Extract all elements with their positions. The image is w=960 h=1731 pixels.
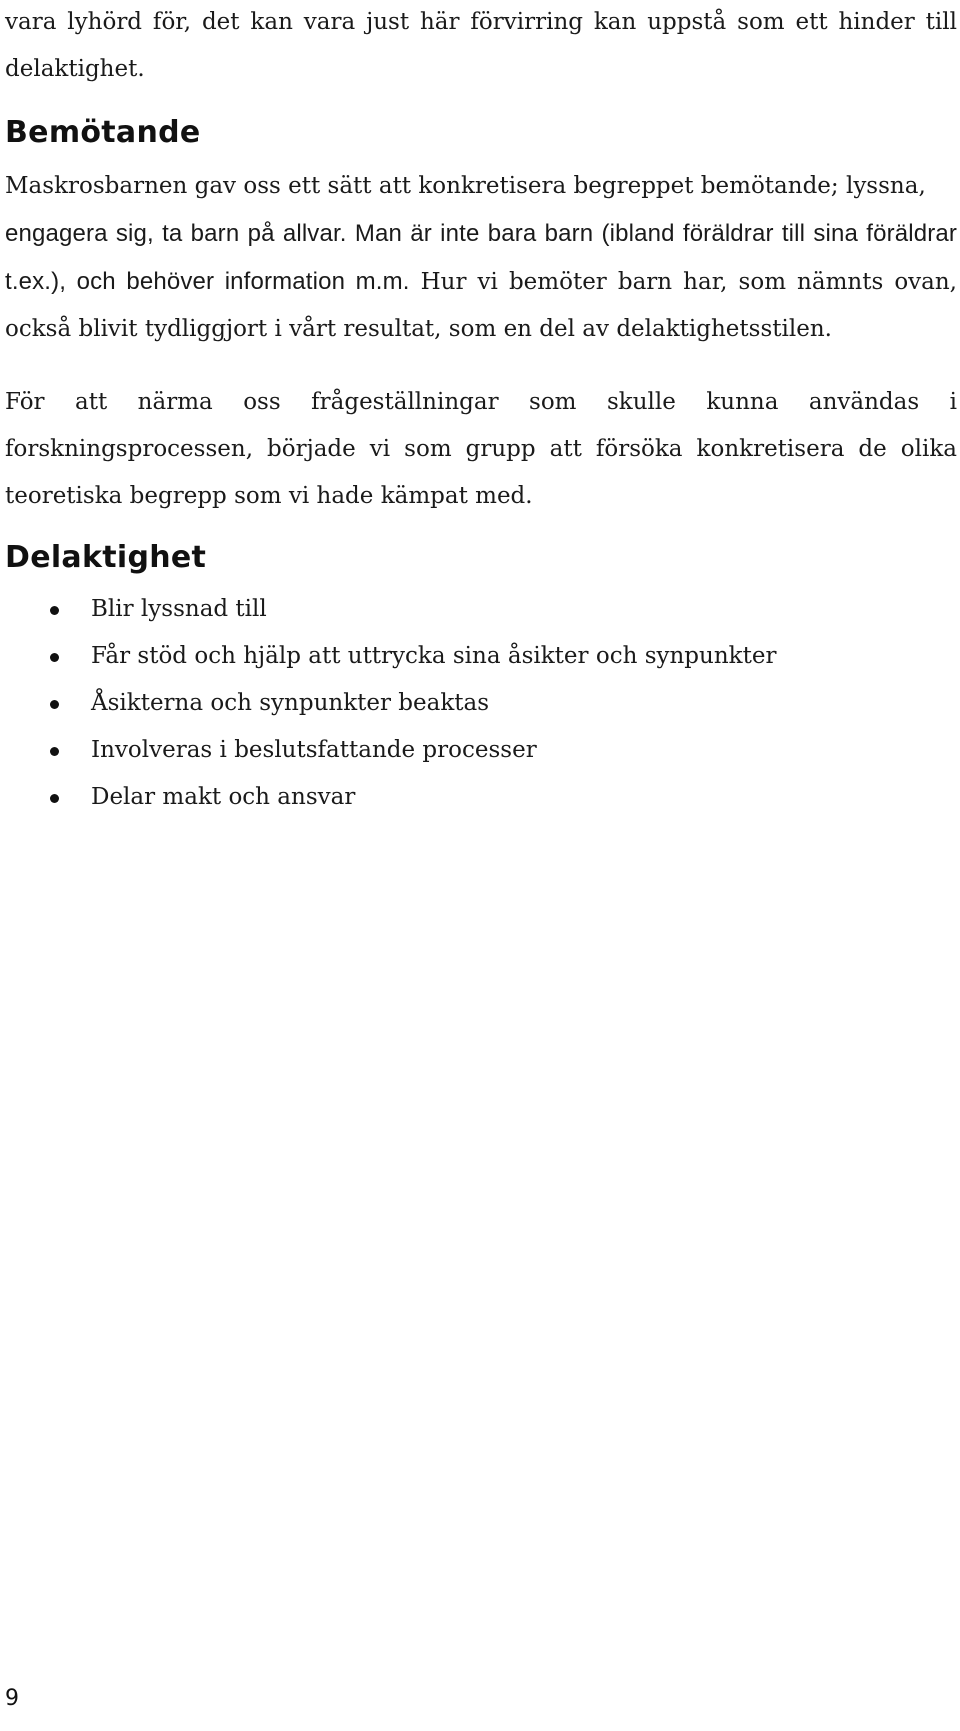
- intro-paragraph: vara lyhörd för, det kan vara just här förvirring kan uppstå som ett hinder till delaktighet.: [5, 9, 957, 82]
- list-item-text: Åsikterna och synpunkter beaktas: [91, 690, 490, 716]
- delaktighet-list: [5, 586, 957, 821]
- list-item: [5, 633, 957, 680]
- list-item: [5, 727, 957, 774]
- bemotande-paragraph-2: För att närma oss frågeställningar som skulle kunna användas i forskningsprocessen, började vi som grupp att försöka konkretisera de olika teoretiska begrepp som vi hade kämpat med.: [5, 389, 957, 509]
- bemotande-serif-tail: Hur vi bemöter barn har, som nämnts ovan, också blivit tydliggjort i vårt resultat, som en del av delaktighetsstilen.: [5, 269, 957, 342]
- list-item-text: Involveras i beslutsfattande processer: [91, 737, 537, 763]
- bemotande-sans-span: engagera sig, ta barn på allvar. Man är inte bara barn (ibland föräldrar till sina föräldrar t.ex.), och behöver information m.m.: [5, 220, 957, 295]
- heading-delaktighet: Delaktighet: [5, 540, 207, 575]
- bemotande-paragraph-1-body: [5, 210, 957, 353]
- list-item: [5, 586, 957, 633]
- bullet-icon: [50, 606, 59, 615]
- document-page: [5, 0, 957, 821]
- page-number: 9: [5, 1686, 19, 1711]
- heading-bemotande: Bemötande: [5, 115, 201, 150]
- bemotande-line-serif: Maskrosbarnen gav oss ett sätt att konkretisera begreppet bemötande; lyssna,: [5, 173, 926, 199]
- list-item: [5, 680, 957, 727]
- list-item-text: Blir lyssnad till: [91, 596, 267, 622]
- bullet-icon: [50, 700, 59, 709]
- bemotande-paragraph-1: [5, 163, 957, 353]
- bullet-icon: [50, 747, 59, 756]
- list-item-text: Delar makt och ansvar: [91, 784, 356, 810]
- list-item: [5, 774, 957, 821]
- list-item-text: Får stöd och hjälp att uttrycka sina åsikter och synpunkter: [91, 643, 777, 669]
- bullet-icon: [50, 653, 59, 662]
- bullet-icon: [50, 794, 59, 803]
